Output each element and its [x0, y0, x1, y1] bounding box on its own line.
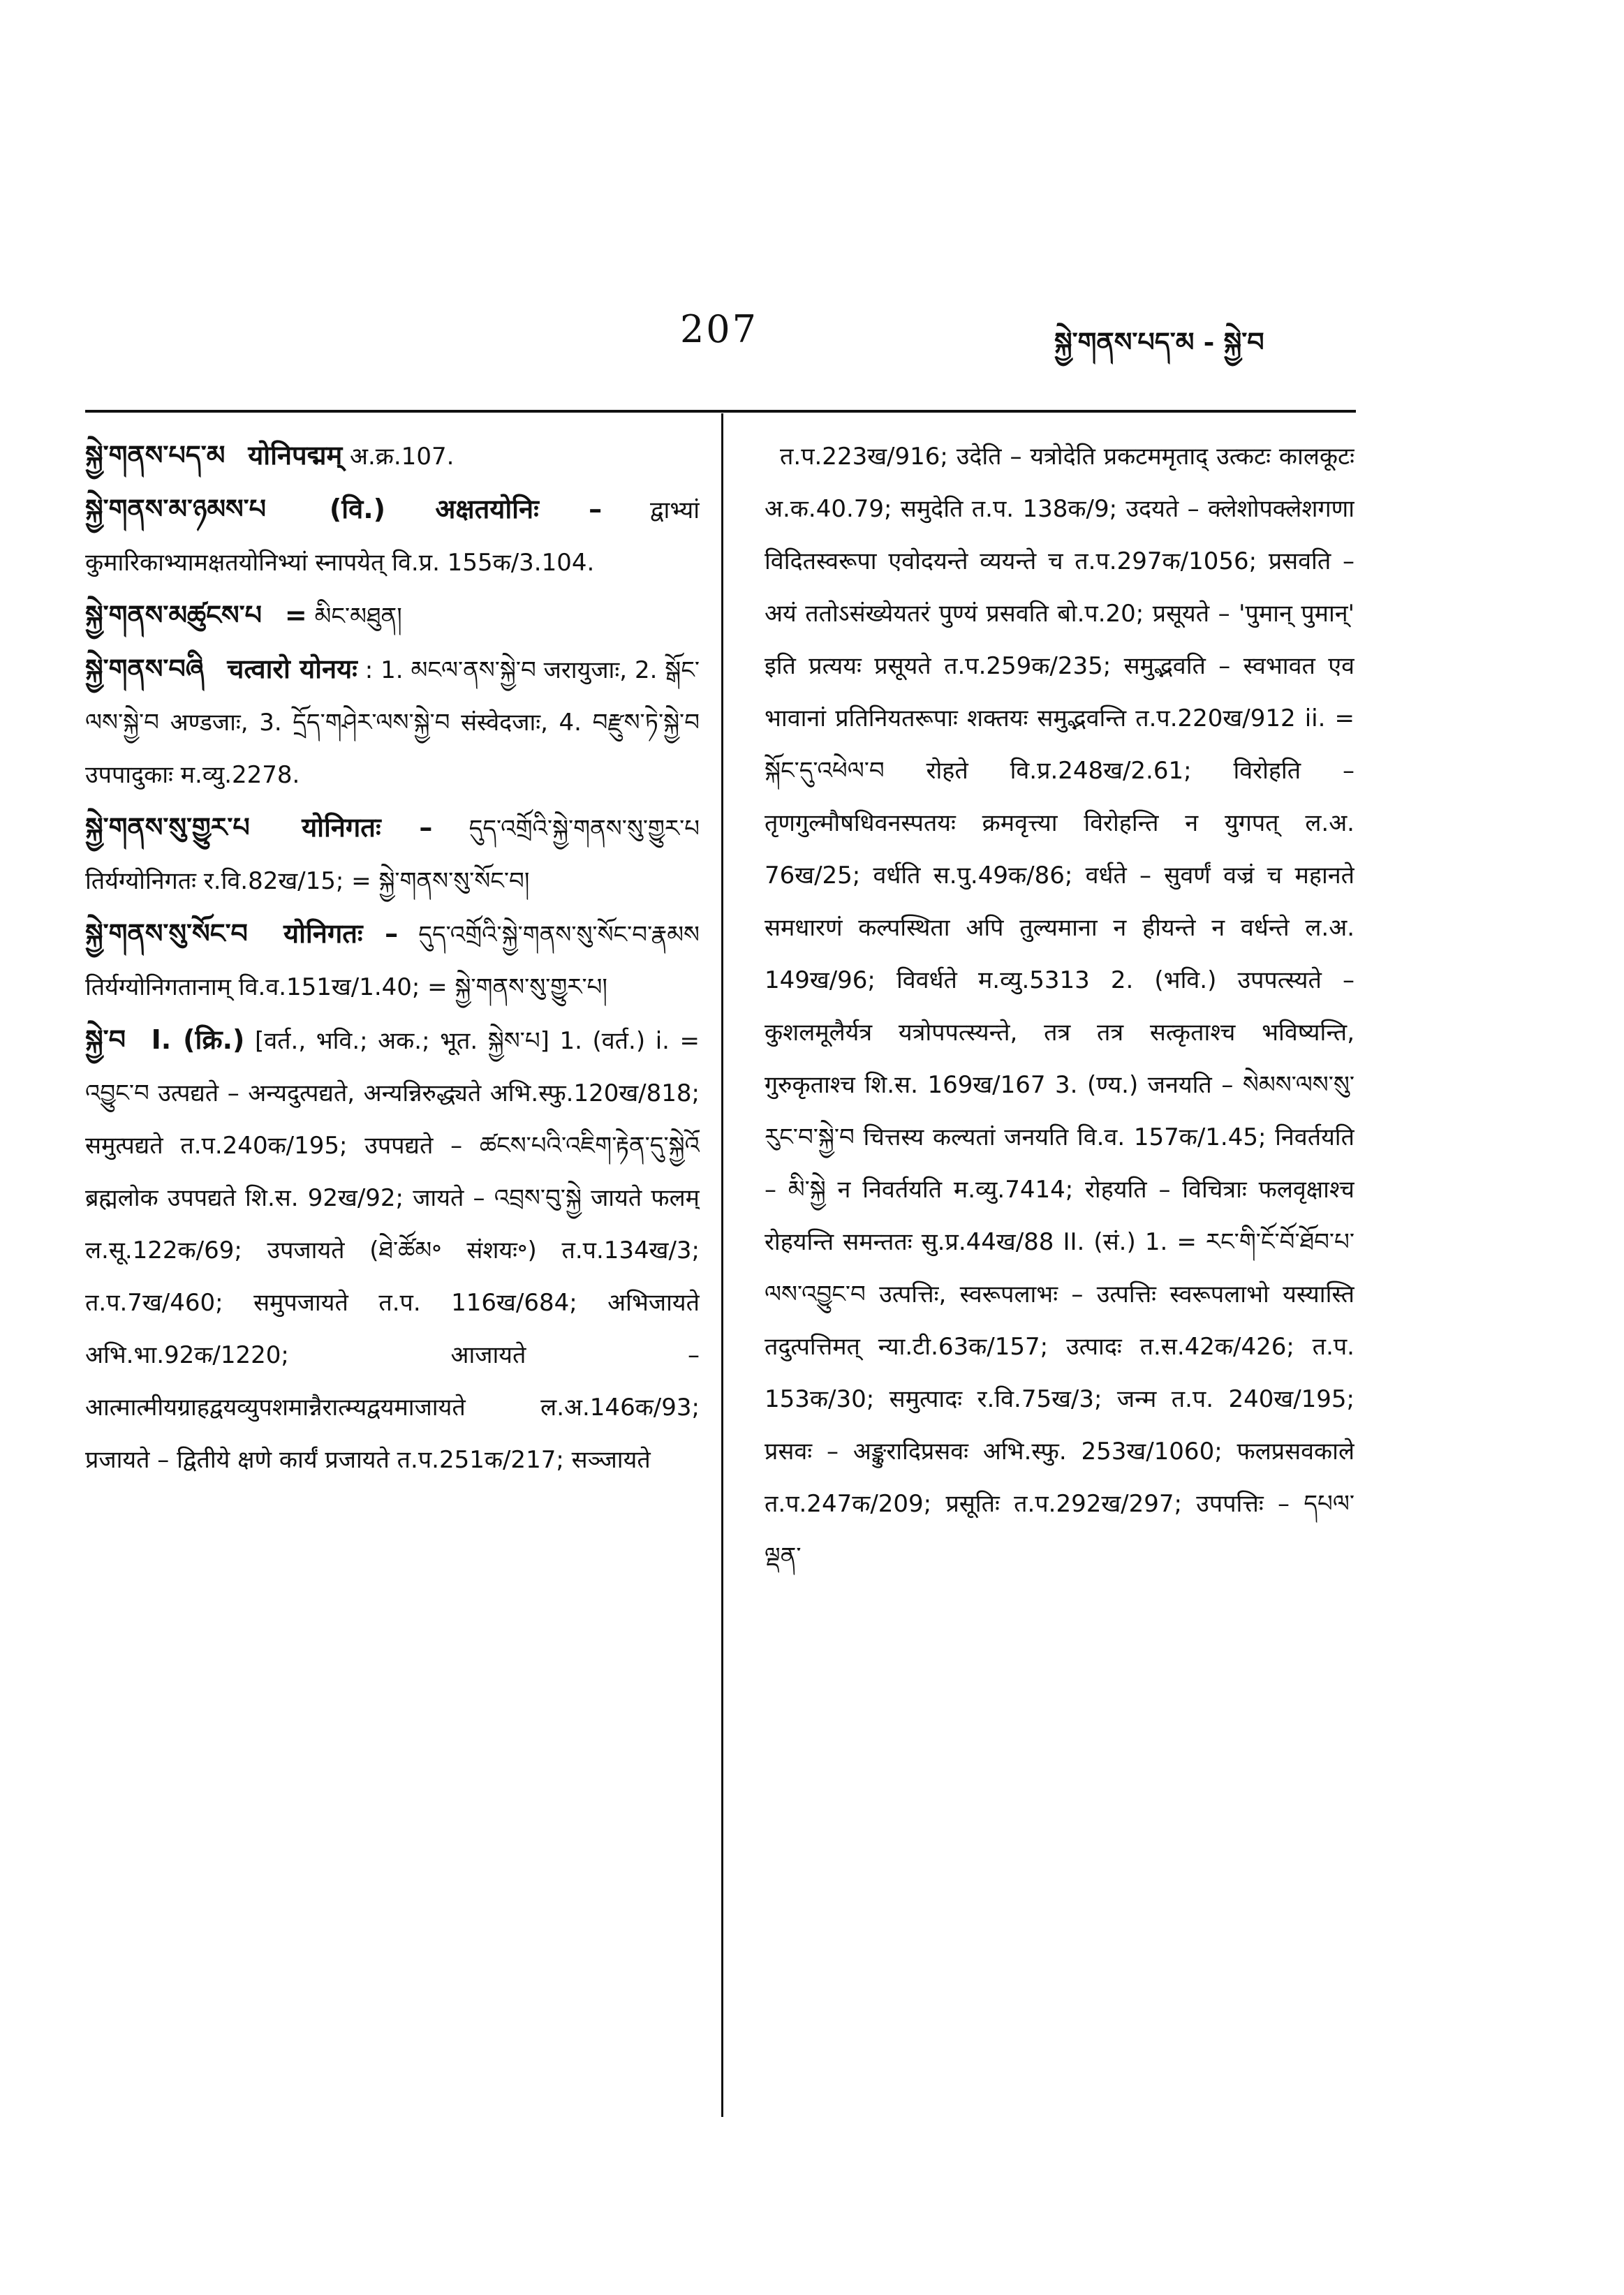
entry-headword: སྐྱེ་གནས་མཚུངས་པ [85, 600, 263, 630]
column-divider [721, 413, 723, 2117]
running-head: སྐྱེ་གནས་པད་མ - སྐྱེ་བ [1054, 326, 1264, 357]
dictionary-entry-continued [765, 429, 1354, 1583]
entry-headword: སྐྱེ་གནས་མ་ཉམས་པ [85, 494, 267, 524]
dictionary-entry [85, 429, 700, 483]
entry-body: དུད་འགྲོའི་སྐྱེ་གནས་སུ་གྱུར་པ तिर्यग्योनिगतः र.वि.82ख/15; = སྐྱེ་གནས་སུ་སོང་བ། [85, 815, 700, 895]
entry-headword: སྐྱེ་བ [85, 1024, 126, 1055]
dictionary-entry [85, 1014, 700, 1486]
entry-body: त.प.223ख/916; उदेति – यत्रोदेति प्रकटममृताद् उत्कटः कालकूटः अ.क.40.79; समुदेति त.प. 138क/9; उदयते – क्लेशोपक्लेशगणा विदितस्वरूपा एवोदयन्ते व्ययन्ते च त.प.297क/1056; प्रसवति – अयं ततोऽसंख्येयतरं पुण्यं प्रसवति बो.प.20; प्रसूयते – 'पुमान् पुमान्' इति प्रत्ययः प्रसूयते त.प.259क/235; समुद्भवति – स्वभावत एव भावानां प्रतिनियतरूपाः शक्तयः समुद्भवन्ति त.प.220ख/912 ii. = སྐོང་དུ་འཕེལ་བ रोहते वि.प्र.248ख/2.61; विरोहति – तृणगुल्मौषधिवनस्पतयः क्रमवृत्त्या विरोहन्ति न युगपत् ल.अ. 76ख/25; वर्धति स.पु.49क/86; वर्धते – सुवर्णं वज्रं च महानते समधारणं कल्पस्थिता अपि तुल्यमाना न हीयन्ते न वर्धन्ते ल.अ. 149ख/96; विवर्धते म.व्यु.5313 2. (भवि.) उपपत्स्यते – कुशलमूलैर्यत्र यत्रोपपत्स्यन्ते, तत्र तत्र सत्कृताश्च भविष्यन्ति, गुरुकृताश्च शि.स. 169ख/167 3. (ण्य.) जनयति – སེམས་ལས་སུ་རུང་བ་སྐྱེ་བ चित्तस्य कल्यतां जनयति वि.व. 157क/1.45; निवर्तयति – མི་སྐྱེ न निवर्तयति म.व्यु.7414; रोहयति – विचित्राः फलवृक्षाश्च रोहयन्ति समन्ततः सु.प्र.44ख/88 II. (सं.) 1. = རང་གི་ངོ་བོ་ཐོབ་པ་ལས་འབྱུང་བ उत्पत्तिः, स्वरूपलाभः – उत्पत्तिः स्वरूपलाभो यस्यास्ति तदुत्पत्तिमत् न्या.टी.63क/157; उत्पादः त.स.42क/426; त.प. 153क/30; समुत्पादः र.वि.75ख/3; जन्म त.प. 240ख/195; प्रसवः – अङ्कुरादिप्रसवः अभि.स्फु. 253ख/1060; फलप्रसवकाले त.प.247क/209; प्रसूतिः त.प.292ख/297; उपपत्तिः – དཔལ་ལྡན་ [765, 443, 1354, 1570]
entry-body: अ.क्र.107. [349, 443, 455, 471]
dictionary-entry [85, 908, 700, 1014]
dictionary-entry [85, 643, 700, 802]
entry-body: མིང་མཐུན། [314, 603, 402, 630]
entry-equivalent: योनिगतः – [302, 812, 433, 843]
left-column [85, 429, 700, 2126]
entry-headword: སྐྱེ་གནས་སུ་སོང་བ [85, 918, 248, 949]
dictionary-entry [85, 483, 700, 589]
entry-equivalent: (वि.) अक्षतयोनिः – [329, 494, 603, 524]
right-column [765, 429, 1354, 2126]
entry-body: : 1. མངལ་ནས་སྐྱེ་བ जरायुजाः, 2. སྒོང་ལས་སྐྱེ་བ अण्डजाः, 3. དྲོད་གཤེར་ལས་སྐྱེ་བ संस्वेदजाः, 4. བརྫུས་ཏེ་སྐྱེ་བ उपपादुकाः म.व्यु.2278. [85, 656, 700, 789]
dictionary-entry [85, 589, 700, 643]
entry-body: [वर्त., भवि.; अक.; भूत. སྐྱེས་པ] 1. (वर्त.) i. = འབྱུང་བ उत्पद्यते – अन्यदुत्पद्यते, अन्यन्निरुद्ध्यते अभि.स्फु.120ख/818; समुत्पद्यते त.प.240क/195; उपपद्यते – ཚངས་པའི་འཇིག་རྟེན་དུ་སྐྱེའོ ब्रह्मलोक उपपद्यते शि.स. 92ख/92; जायते – འབྲས་བུ་སྐྱེ जायते फलम् ल.सू.122क/69; उपजायते (ཐེ་ཚོམ॰ संशयः॰) त.प.134ख/3; त.प.7ख/460; समुपजायते त.प. 116ख/684; अभिजायते अभि.भा.92क/1220; आजायते – आत्मात्मीयग्राहद्वयव्युपशमान्नैरात्म्यद्वयमाजायते ल.अ.146क/93; प्रजायते – द्वितीये क्षणे कार्यं प्रजायते त.प.251क/217; सञ्जायते [85, 1027, 700, 1474]
dictionary-entry [85, 802, 700, 908]
entry-equivalent: चत्वारो योनयः [227, 654, 357, 684]
page-number: 207 [679, 307, 759, 351]
entry-equivalent: योनिपद्मम् [248, 440, 343, 471]
entry-body: द्वाभ्यां कुमारिकाभ्यामक्षतयोनिभ्यां स्नापयेत् वि.प्र. 155क/3.104. [85, 496, 700, 577]
entry-equivalent: योनिगतः – [283, 918, 399, 949]
entry-equivalent: = [284, 600, 307, 630]
entry-headword: སྐྱེ་གནས་པད་མ [85, 440, 226, 471]
entry-body: དུད་འགྲོའི་སྐྱེ་གནས་སུ་སོང་བ་རྣམས तिर्यग्योनिगतानाम् वि.व.151ख/1.40; = སྐྱེ་གནས་སུ་གྱུར་པ། [85, 921, 700, 1001]
entry-equivalent: I. (क्रि.) [151, 1024, 245, 1055]
header-rule [85, 410, 1356, 413]
entry-headword: སྐྱེ་གནས་སུ་གྱུར་པ [85, 812, 250, 843]
entry-headword: སྐྱེ་གནས་བཞི [85, 654, 205, 684]
